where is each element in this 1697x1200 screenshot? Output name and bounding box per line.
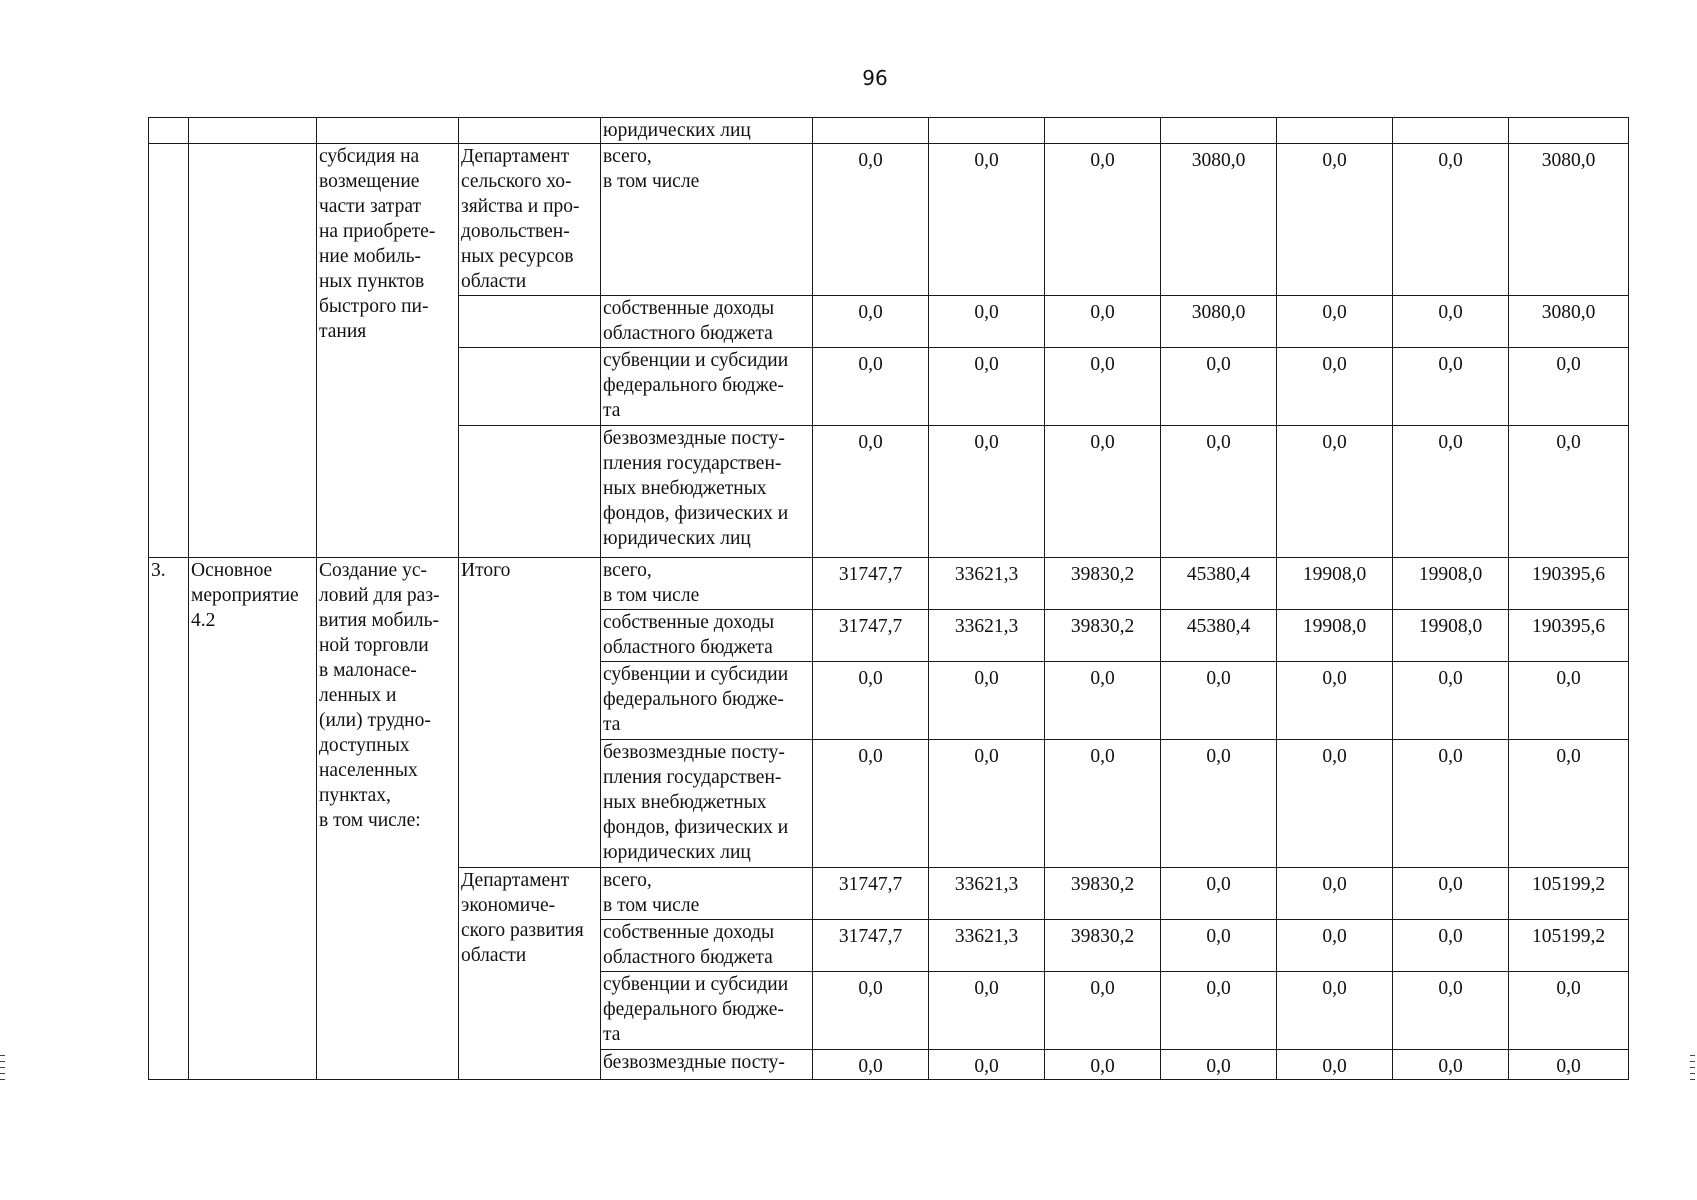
- text-line: областного бюджета: [603, 947, 773, 968]
- text-line: мероприятие: [191, 585, 299, 606]
- value-cell: 0,0: [1161, 662, 1277, 740]
- table-row: [149, 558, 1629, 610]
- value-cell: 39830,2: [1045, 610, 1161, 662]
- value-cell: 3080,0: [1509, 296, 1629, 348]
- value-cell: 0,0: [813, 348, 929, 426]
- value-cell: 0,0: [1161, 740, 1277, 868]
- source-cell: [601, 118, 813, 144]
- source-cell: [601, 558, 813, 610]
- value-cell: 0,0: [1161, 868, 1277, 920]
- text-line: собственные доходы: [603, 922, 775, 943]
- value-cell: 0,0: [1509, 972, 1629, 1050]
- text-line: Создание ус-: [319, 560, 427, 581]
- table-row: [149, 118, 1629, 144]
- text-line: собственные доходы: [603, 298, 775, 319]
- text-line: федерального бюдже-: [603, 689, 784, 710]
- value-cell: 0,0: [1045, 296, 1161, 348]
- text-line: области: [461, 271, 527, 292]
- value-cell: 0,0: [1277, 426, 1393, 558]
- value-cell: 33621,3: [929, 558, 1045, 610]
- value-cell: 0,0: [1509, 426, 1629, 558]
- text-line: федерального бюдже-: [603, 375, 784, 396]
- text-line: ского развития: [461, 920, 584, 941]
- funding-table: [148, 117, 1629, 1080]
- value-cell: 0,0: [1277, 296, 1393, 348]
- value-cell: 0,0: [1277, 972, 1393, 1050]
- text-line: зяйства и про-: [461, 196, 580, 217]
- value-cell: [1393, 118, 1509, 144]
- source-cell: [601, 144, 813, 296]
- text-line: сельского хо-: [461, 171, 572, 192]
- text-line: безвозмездные посту-: [603, 1052, 785, 1073]
- value-cell: 0,0: [929, 296, 1045, 348]
- value-cell: 31747,7: [813, 868, 929, 920]
- text-line: ние мобиль-: [319, 246, 421, 267]
- text-line: фондов, физических и: [603, 503, 789, 524]
- value-cell: 105199,2: [1509, 920, 1629, 972]
- value-cell: 33621,3: [929, 610, 1045, 662]
- text-line: та: [603, 400, 621, 421]
- value-cell: 0,0: [1393, 144, 1509, 296]
- measure-cell: [317, 144, 459, 558]
- value-cell: 45380,4: [1161, 610, 1277, 662]
- value-cell: 0,0: [1393, 868, 1509, 920]
- source-cell: [601, 426, 813, 558]
- value-cell: 0,0: [1161, 1050, 1277, 1080]
- text-line: экономиче-: [461, 895, 556, 916]
- text-line: тания: [319, 321, 367, 342]
- text-line: юридических лиц: [603, 528, 751, 549]
- value-cell: 190395,6: [1509, 558, 1629, 610]
- value-cell: 0,0: [813, 426, 929, 558]
- text-line: ных внебюджетных: [603, 478, 767, 499]
- measure-cell: [317, 558, 459, 1080]
- source-cell: [601, 296, 813, 348]
- value-cell: [1277, 118, 1393, 144]
- value-cell: [929, 118, 1045, 144]
- value-cell: 33621,3: [929, 920, 1045, 972]
- page-number: 96: [862, 66, 888, 90]
- value-cell: 0,0: [1045, 740, 1161, 868]
- value-cell: 0,0: [1393, 920, 1509, 972]
- text-line: всего,: [603, 560, 652, 581]
- value-cell: 39830,2: [1045, 868, 1161, 920]
- value-cell: 3080,0: [1161, 296, 1277, 348]
- value-cell: 19908,0: [1277, 558, 1393, 610]
- text-line: области: [461, 945, 527, 966]
- text-line: 4.2: [191, 610, 216, 631]
- value-cell: 0,0: [1045, 662, 1161, 740]
- value-cell: 0,0: [929, 972, 1045, 1050]
- text-line: Основное: [191, 560, 273, 581]
- text-line: субсидия на: [319, 146, 420, 167]
- value-cell: 0,0: [1277, 662, 1393, 740]
- text-line: ных ресурсов: [461, 246, 574, 267]
- value-cell: 0,0: [1161, 348, 1277, 426]
- text-line: пления государствен-: [603, 453, 782, 474]
- text-line: возмещение: [319, 171, 420, 192]
- value-cell: 0,0: [929, 1050, 1045, 1080]
- text-line: Департамент: [461, 870, 570, 891]
- value-cell: 0,0: [813, 972, 929, 1050]
- executor-cell: [459, 868, 601, 1080]
- text-line: ной торговли: [319, 635, 429, 656]
- value-cell: 0,0: [929, 348, 1045, 426]
- value-cell: 0,0: [1045, 972, 1161, 1050]
- value-cell: 19908,0: [1393, 558, 1509, 610]
- text-line: на приобрете-: [319, 221, 436, 242]
- scan-edge-marks: [0, 1055, 6, 1095]
- text-line: довольствен-: [461, 221, 570, 242]
- text-line: всего,: [603, 146, 652, 167]
- value-cell: 0,0: [813, 296, 929, 348]
- source-cell: [601, 868, 813, 920]
- value-cell: 3080,0: [1161, 144, 1277, 296]
- value-cell: 0,0: [929, 662, 1045, 740]
- executor-cell: [459, 348, 601, 426]
- text-line: областного бюджета: [603, 323, 773, 344]
- text-line: субвенции и субсидии: [603, 974, 789, 995]
- text-line: в том числе: [603, 171, 700, 192]
- text-line: безвозмездные посту-: [603, 742, 785, 763]
- executor-cell: [459, 426, 601, 558]
- text-line: в малонасе-: [319, 660, 417, 681]
- value-cell: 19908,0: [1393, 610, 1509, 662]
- value-cell: 0,0: [1393, 296, 1509, 348]
- value-cell: 0,0: [813, 144, 929, 296]
- value-cell: 0,0: [813, 740, 929, 868]
- value-cell: 0,0: [929, 426, 1045, 558]
- value-cell: 31747,7: [813, 610, 929, 662]
- value-cell: 31747,7: [813, 558, 929, 610]
- value-cell: 0,0: [1509, 662, 1629, 740]
- value-cell: 0,0: [1277, 740, 1393, 868]
- value-cell: 190395,6: [1509, 610, 1629, 662]
- value-cell: 39830,2: [1045, 558, 1161, 610]
- text-line: (или) трудно-: [319, 710, 431, 731]
- executor-cell: [459, 144, 601, 296]
- value-cell: 0,0: [1161, 972, 1277, 1050]
- text-line: ных пунктов: [319, 271, 425, 292]
- value-cell: 0,0: [1393, 426, 1509, 558]
- value-cell: 31747,7: [813, 920, 929, 972]
- value-cell: 0,0: [1393, 972, 1509, 1050]
- value-cell: 0,0: [813, 662, 929, 740]
- value-cell: 0,0: [1277, 1050, 1393, 1080]
- value-cell: 0,0: [1277, 144, 1393, 296]
- value-cell: 0,0: [1509, 1050, 1629, 1080]
- measure-cell: [317, 118, 459, 144]
- value-cell: 0,0: [1509, 348, 1629, 426]
- text-line: в том числе:: [319, 810, 421, 831]
- text-line: фондов, физических и: [603, 817, 789, 838]
- source-cell: [601, 662, 813, 740]
- value-cell: [1509, 118, 1629, 144]
- value-cell: 0,0: [1045, 348, 1161, 426]
- text-line: Департамент: [461, 146, 570, 167]
- value-cell: 105199,2: [1509, 868, 1629, 920]
- executor-cell: [459, 296, 601, 348]
- text-line: юридических лиц: [603, 842, 751, 863]
- text-line: населенных: [319, 760, 418, 781]
- text-line: субвенции и субсидии: [603, 664, 789, 685]
- text-line: вития мобиль-: [319, 610, 440, 631]
- executor-cell: Итого: [459, 558, 601, 868]
- value-cell: 0,0: [1161, 426, 1277, 558]
- row-number-cell: 3.: [149, 558, 189, 1080]
- value-cell: 0,0: [1393, 662, 1509, 740]
- table-row: [149, 144, 1629, 296]
- source-cell: [601, 610, 813, 662]
- value-cell: 0,0: [1509, 740, 1629, 868]
- text-line: областного бюджета: [603, 637, 773, 658]
- value-cell: 0,0: [1393, 348, 1509, 426]
- text-line: всего,: [603, 870, 652, 891]
- value-cell: 19908,0: [1277, 610, 1393, 662]
- value-cell: 3080,0: [1509, 144, 1629, 296]
- executor-cell: [459, 118, 601, 144]
- value-cell: 0,0: [1045, 144, 1161, 296]
- text-line: быстрого пи-: [319, 296, 429, 317]
- source-cell: [601, 348, 813, 426]
- number-cell: [149, 144, 189, 558]
- value-cell: 0,0: [1161, 920, 1277, 972]
- value-cell: 0,0: [1393, 740, 1509, 868]
- text-line: ловий для раз-: [319, 585, 440, 606]
- text-line: в том числе: [603, 895, 700, 916]
- source-cell: [601, 920, 813, 972]
- number-cell: [149, 118, 189, 144]
- value-cell: 0,0: [1045, 1050, 1161, 1080]
- text-line: ных внебюджетных: [603, 792, 767, 813]
- value-cell: 0,0: [929, 740, 1045, 868]
- text-line: юридических лиц: [603, 120, 751, 141]
- text-line: федерального бюдже-: [603, 999, 784, 1020]
- text-line: пления государствен-: [603, 767, 782, 788]
- text-line: ленных и: [319, 685, 397, 706]
- value-cell: 0,0: [1277, 348, 1393, 426]
- text-line: собственные доходы: [603, 612, 775, 633]
- value-cell: [1161, 118, 1277, 144]
- name-cell: [189, 118, 317, 144]
- value-cell: 39830,2: [1045, 920, 1161, 972]
- value-cell: [1045, 118, 1161, 144]
- value-cell: 0,0: [929, 144, 1045, 296]
- name-cell: [189, 558, 317, 1080]
- source-cell: [601, 1050, 813, 1080]
- text-line: та: [603, 714, 621, 735]
- value-cell: 33621,3: [929, 868, 1045, 920]
- name-cell: [189, 144, 317, 558]
- scan-edge-marks-right: [1690, 1055, 1696, 1095]
- value-cell: 0,0: [1277, 920, 1393, 972]
- text-line: та: [603, 1024, 621, 1045]
- value-cell: [813, 118, 929, 144]
- source-cell: [601, 972, 813, 1050]
- source-cell: [601, 740, 813, 868]
- value-cell: 0,0: [1277, 868, 1393, 920]
- value-cell: 0,0: [1393, 1050, 1509, 1080]
- text-line: в том числе: [603, 585, 700, 606]
- text-line: субвенции и субсидии: [603, 350, 789, 371]
- text-line: безвозмездные посту-: [603, 428, 785, 449]
- value-cell: 0,0: [1045, 426, 1161, 558]
- text-line: пунктах,: [319, 785, 391, 806]
- text-line: части затрат: [319, 196, 421, 217]
- text-line: доступных: [319, 735, 410, 756]
- value-cell: 45380,4: [1161, 558, 1277, 610]
- value-cell: 0,0: [813, 1050, 929, 1080]
